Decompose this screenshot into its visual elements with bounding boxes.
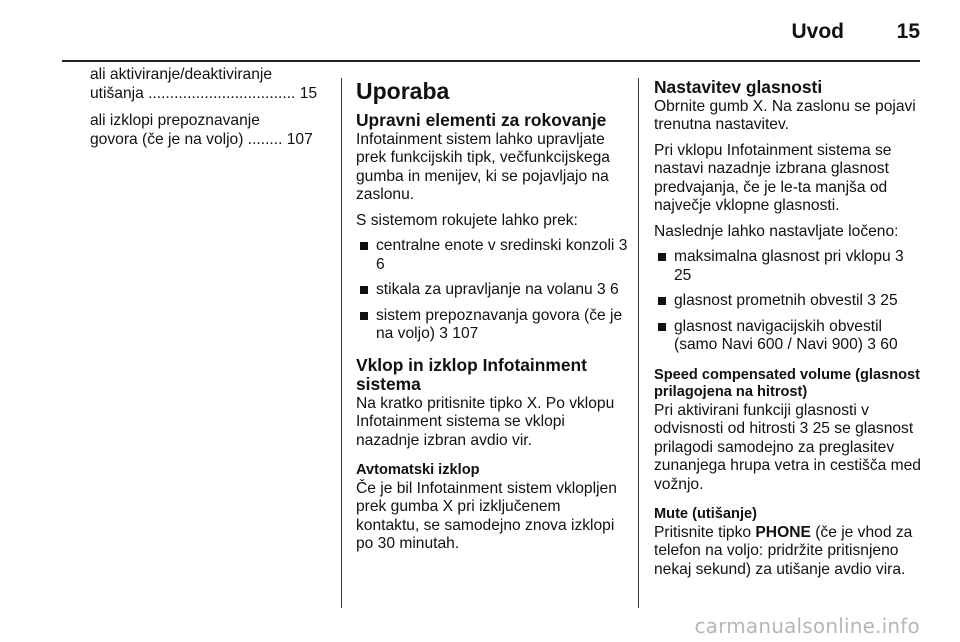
subheading: Speed compensated volume (glasnost prilagojena na hitrost) — [654, 366, 920, 400]
column-left — [90, 66, 330, 158]
header-divider — [62, 60, 920, 62]
index-entry-line: utišanja .................................. 15 — [90, 84, 318, 102]
subheading: Mute (utišanje) — [654, 506, 757, 522]
list-item: sistem prepoznavanja govora (če je na voljo) 3 107 — [358, 307, 628, 344]
column-divider-2 — [638, 78, 639, 608]
subheading: Avtomatski izklop — [356, 462, 480, 478]
paragraph: Naslednje lahko nastavljate ločeno: — [654, 222, 899, 240]
text-run: Pritisnite tipko — [654, 523, 756, 541]
list-item: stikala za upravljanje na volanu 3 6 — [358, 281, 628, 300]
subsection-title: Nastavitev glasnosti — [654, 77, 823, 97]
section-title: Uporaba — [356, 78, 450, 104]
paragraph: S sistemom rokujete lahko prek: — [356, 211, 578, 229]
list-item: centralne enote v sredinski konzoli 3 6 — [358, 237, 628, 274]
index-entry-line: ali izklopi prepoznavanje — [90, 112, 260, 129]
list-item: glasnost prometnih obvestil 3 25 — [656, 292, 924, 311]
paragraph: Če je bil Infotainment sistem vklopljen prek gumba X pri izključenem kontaktu, se samodejno znova izklopi po 30 minutah. — [356, 479, 617, 552]
paragraph: Pri vklopu Infotainment sistema se nastavi nazadnje izbrana glasnost predvajanja, če je le-ta manjša od največje vklopne glasnosti. — [654, 141, 892, 214]
watermark: carmanualsonline.info — [694, 614, 920, 638]
paragraph: Obrnite gumb X. Na zaslonu se pojavi trenutna nastavitev. — [654, 97, 916, 133]
index-entry-line: ali aktiviranje/deaktiviranje — [90, 66, 273, 83]
paragraph: Pri aktivirani funkciji glasnosti v odvisnosti od hitrosti 3 25 se glasnost prilagodi samodejno za preglasitev zunanjega hrupa vetra in cestišča med vožnjo. — [654, 401, 921, 493]
column-divider-1 — [341, 78, 342, 608]
index-entry — [90, 66, 330, 103]
column-right — [654, 66, 924, 586]
chapter-title: Uvod — [791, 20, 844, 43]
column-middle — [356, 66, 628, 561]
index-entry-line: govora (če je na voljo) ........ 107 — [90, 130, 313, 148]
paragraph — [654, 524, 924, 580]
text-run: (če je vhod za telefon na voljo: pridržite pritisnjeno nekaj sekund) za utišanje avdio vira. — [654, 523, 913, 578]
paragraph: Infotainment sistem lahko upravljate prek funkcijskih tipk, večfunkcijskega gumba in menijev, ki se pojavljajo na zaslonu. — [356, 130, 610, 203]
subsection-title: Upravni elementi za rokovanje — [356, 110, 607, 130]
page-header — [88, 14, 920, 58]
list-item: glasnost navigacijskih obvestil (samo Navi 600 / Navi 900) 3 60 — [656, 318, 924, 355]
phone-key-label: PHONE — [755, 523, 811, 541]
paragraph: Na kratko pritisnite tipko X. Po vklopu Infotainment sistema se vklopi nazadnje izbran avdio vir. — [356, 394, 615, 449]
page-number: 15 — [896, 20, 920, 43]
index-entry — [90, 112, 330, 149]
list-item: maksimalna glasnost pri vklopu 3 25 — [656, 248, 924, 285]
subsection-title: Vklop in izklop Infotainment sistema — [356, 354, 587, 394]
